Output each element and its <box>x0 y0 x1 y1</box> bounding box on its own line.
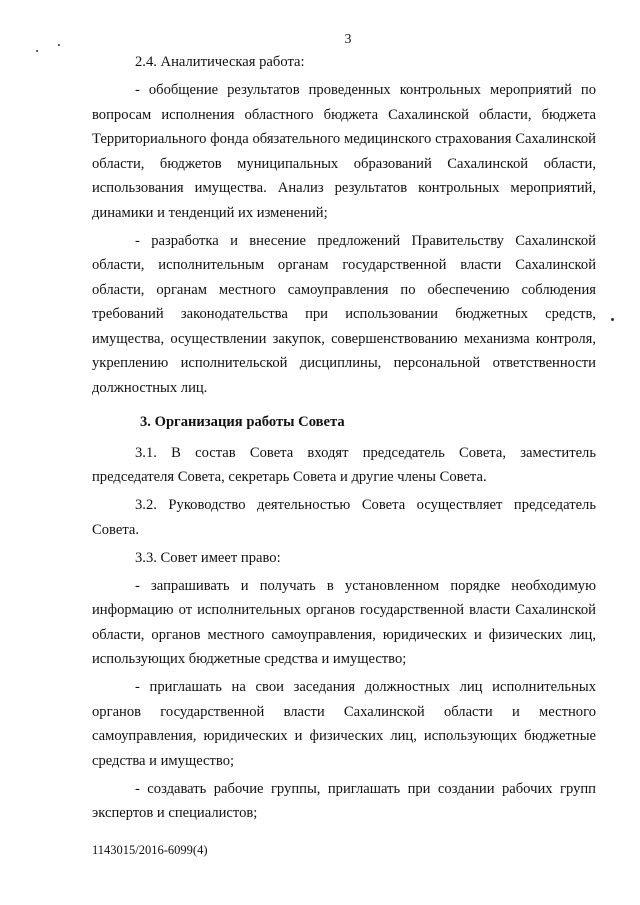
analytic-item-summary: - обобщение результатов проведенных контрольных мероприятий по вопросам исполнения областного бюджета Сахалинской области, бюджета Территориального фонда обязательного медицинского страхования Сахалинской области, бюджетов муниципальных образований Сахалинской области, использования имущества. Анализ результатов контрольных мероприятий, динамики и тенденций их изменений; <box>92 82 596 221</box>
scan-speck <box>36 50 38 52</box>
scan-speck <box>58 44 60 46</box>
scan-speck <box>611 318 614 321</box>
analytic-item-proposals: - разработка и внесение предложений Правительству Сахалинской области, исполнительным органам государственной власти Сахалинской области, органам местного самоуправления по обеспечению соблюдения требований законодательства при использовании бюджетных средств, имущества, осуществлении закупок, совершенствованию механизма контроля, укреплению исполнительской дисциплины, персональной ответственности должностных лиц. <box>92 232 596 396</box>
right-invite-officials: - приглашать на свои заседания должностных лиц исполнительных органов государственной власти Сахалинской области и местного самоуправления, юридических и физических лиц, использующих бюджетные средства и имущество; <box>92 679 596 769</box>
section-2-4-title: 2.4. Аналитическая работа: <box>135 54 305 70</box>
document-body <box>92 50 596 829</box>
right-request-information: - запрашивать и получать в установленном порядке необходимую информацию от исполнительных органов государственной власти Сахалинской области, органов местного самоуправления, юридических и физических лиц, использующих бюджетные средства и имущество; <box>92 577 596 667</box>
document-code: 1143015/2016-6099(4) <box>92 843 208 857</box>
right-create-working-groups: - создавать рабочие группы, приглашать при создании рабочих групп экспертов и специалистов; <box>92 780 596 821</box>
clause-3-2: 3.2. Руководство деятельностью Совета осуществляет председатель Совета. <box>92 497 596 538</box>
clause-3-1: 3.1. В состав Совета входят председатель Совета, заместитель председателя Совета, секретарь Совета и другие члены Совета. <box>92 444 596 485</box>
clause-3-3: 3.3. Совет имеет право: <box>135 549 281 566</box>
page-number: 3 <box>344 32 352 47</box>
section-3-heading: 3. Организация работы Совета <box>140 414 345 430</box>
